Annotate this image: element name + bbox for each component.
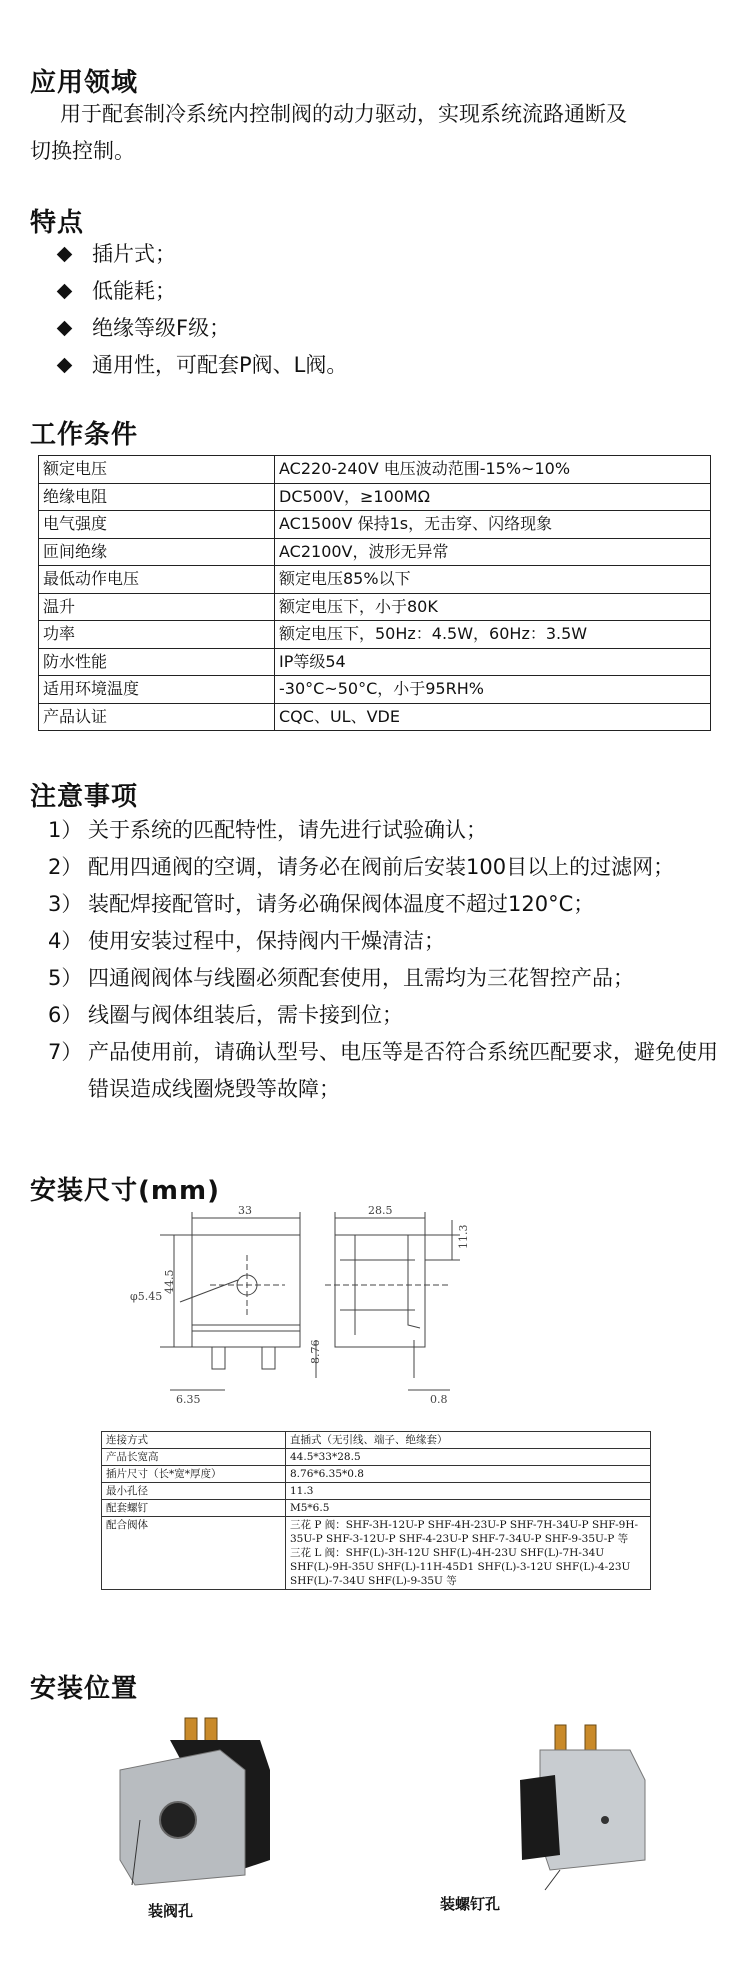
table-row: 绝缘电阻 DC500V，≥100MΩ bbox=[39, 483, 711, 511]
dim-min-hole-label: 11.3 bbox=[457, 1224, 470, 1249]
table-row: 连接方式 直插式（无引线、端子、绝缘套） bbox=[102, 1432, 651, 1449]
list-item: 6） 线圈与阀体组装后，需卡接到位； bbox=[48, 1003, 403, 1027]
table-row: 配套螺钉 M5*6.5 bbox=[102, 1500, 651, 1517]
notes-list bbox=[48, 812, 718, 1108]
table-row: 温升 额定电压下，小于80K bbox=[39, 593, 711, 621]
dim-tab-thickness-label: 0.8 bbox=[430, 1393, 448, 1406]
diamond-bullet-icon bbox=[57, 284, 73, 300]
table-row: 产品长宽高 44.5*33*28.5 bbox=[102, 1449, 651, 1466]
feature-item: 通用性，可配套P阀、L阀。 bbox=[55, 347, 347, 384]
table-row: 匝间绝缘 AC2100V，波形无异常 bbox=[39, 538, 711, 566]
table-row: 最低动作电压 额定电压85%以下 bbox=[39, 566, 711, 594]
dimension-drawing bbox=[130, 1200, 610, 1410]
table-row: 适用环境温度 -30°C~50°C，小于95RH% bbox=[39, 676, 711, 704]
table-row: 防水性能 IP等级54 bbox=[39, 648, 711, 676]
diamond-bullet-icon bbox=[57, 247, 73, 263]
coil-photo-right bbox=[510, 1720, 660, 1880]
feature-item: 插片式； bbox=[55, 236, 347, 273]
conditions-title: 工作条件 bbox=[30, 420, 139, 450]
list-item: 4） 使用安装过程中，保持阀内干燥清洁； bbox=[48, 929, 445, 953]
table-row: 产品认证 CQC、UL、VDE bbox=[39, 703, 711, 731]
dim-tab-length-label: 8.76 bbox=[309, 1339, 322, 1364]
list-item: 3） 装配焊接配管时，请务必确保阀体温度不超过120°C； bbox=[48, 892, 595, 916]
dim-hole-label: φ5.45 bbox=[130, 1290, 163, 1303]
coil-photo-left bbox=[110, 1710, 280, 1890]
feature-item: 绝缘等级F级； bbox=[55, 310, 347, 347]
caption-valve-hole: 装阀孔 bbox=[148, 1902, 194, 1920]
application-text bbox=[30, 96, 720, 170]
table-row: 额定电压 AC220-240V 电压波动范围-15%~10% bbox=[39, 456, 711, 484]
dim-tab-width-label: 6.35 bbox=[176, 1393, 201, 1406]
dim-height-label: 44.5 bbox=[163, 1269, 176, 1294]
position-title: 安装位置 bbox=[30, 1674, 139, 1704]
feature-item: 低能耗； bbox=[55, 273, 347, 310]
caption-screw-hole: 装螺钉孔 bbox=[440, 1895, 501, 1913]
table-row: 电气强度 AC1500V 保持1s，无击穿、闪络现象 bbox=[39, 511, 711, 539]
spec-table bbox=[101, 1431, 651, 1590]
side-view bbox=[309, 1204, 470, 1406]
features-title: 特点 bbox=[30, 208, 85, 238]
table-row: 配合阀体 三花 P 阀：SHF-3H-12U-P SHF-4H-23U-P SHF-7H-34U-P SHF-9H-35U-P SHF-3-12U-P SHF-4-23U-P SHF-7-34U-P SHF-9-35U-P 等 三花 L 阀：SHF(L)-3H-12U SHF(L)-4H-23U SHF(L)-7H-34U SHF(L)-9H-35U SHF(L)-11H-45D1 SHF(L)-3-12U SHF(L)-4-23U SHF(L)-7-34U SHF(L)-9-35U 等 bbox=[102, 1517, 651, 1590]
list-item: 5） 四通阀阀体与线圈必须配套使用，且需均为三花智控产品； bbox=[48, 966, 634, 990]
notes-title: 注意事项 bbox=[30, 782, 139, 812]
table-row: 最小孔径 11.3 bbox=[102, 1483, 651, 1500]
dimensions-title: 安装尺寸(mm) bbox=[30, 1176, 220, 1206]
application-line-1: 用于配套制冷系统内控制阀的动力驱动，实现系统流路通断及 bbox=[60, 102, 627, 126]
list-item: 1） 关于系统的匹配特性，请先进行试验确认； bbox=[48, 818, 487, 842]
list-item: 7） 产品使用前，请确认型号、电压等是否符合系统匹配要求，避免使用错误造成线圈烧毁等故障； bbox=[48, 1040, 718, 1101]
conditions-table bbox=[38, 455, 711, 731]
table-row: 插片尺寸（长*宽*厚度） 8.76*6.35*0.8 bbox=[102, 1466, 651, 1483]
list-item: 2） 配用四通阀的空调，请务必在阀前后安装100目以上的过滤网； bbox=[48, 855, 675, 879]
application-title: 应用领域 bbox=[30, 68, 139, 98]
application-line-2: 切换控制。 bbox=[30, 139, 135, 163]
features-list bbox=[55, 236, 347, 384]
table-row: 功率 额定电压下，50Hz：4.5W，60Hz：3.5W bbox=[39, 621, 711, 649]
diamond-bullet-icon bbox=[57, 358, 73, 374]
front-view bbox=[130, 1204, 300, 1406]
diamond-bullet-icon bbox=[57, 321, 73, 337]
dim-width-label: 33 bbox=[238, 1204, 252, 1217]
dim-depth-label: 28.5 bbox=[368, 1204, 393, 1217]
